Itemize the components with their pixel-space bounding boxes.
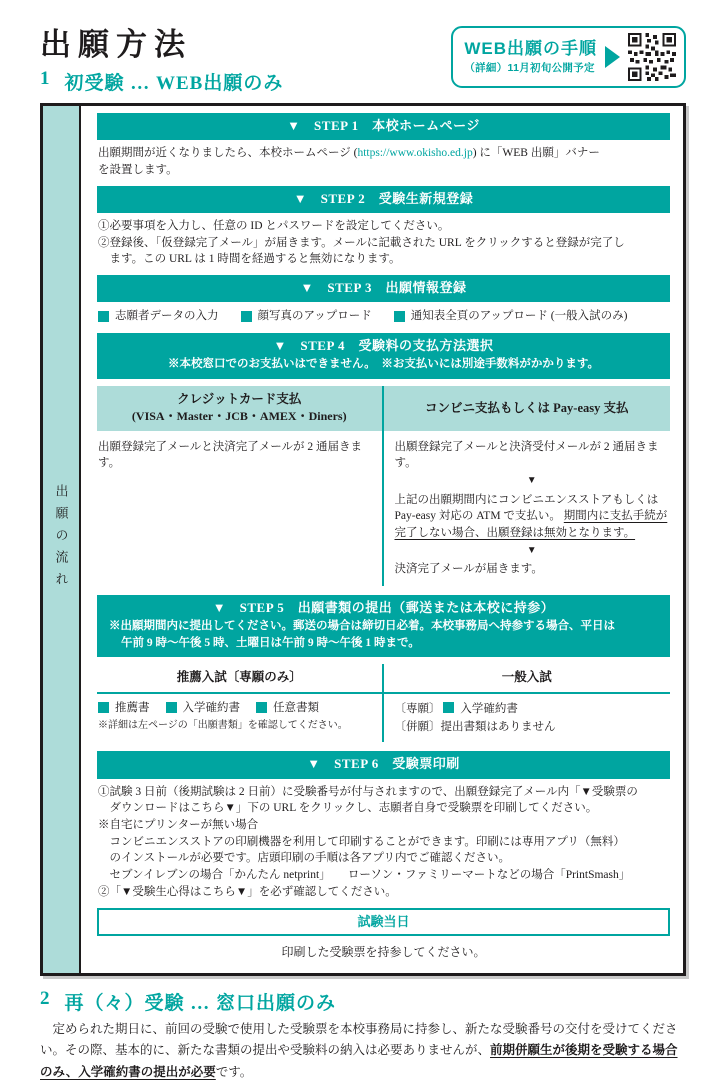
step1-bar	[97, 113, 670, 140]
section1-number: 1	[40, 68, 51, 90]
payment-method-table	[97, 386, 670, 586]
step2-body	[98, 218, 669, 268]
sengan-item-label: 入学確約書	[460, 702, 518, 715]
test-day-box: 試験当日	[97, 908, 670, 936]
qr-code-icon	[628, 33, 676, 81]
step3-item-label: 志願者データの入力	[115, 310, 219, 323]
test-day-note: 印刷した受験票を持参してください。	[281, 945, 486, 960]
bullet-square-icon	[166, 702, 177, 713]
section2-title: 再（々）受験 … 窓口出願のみ	[64, 992, 337, 1014]
credit-card-body-cell: 出願登録完了メールと決済完了メールが 2 通届きます。	[97, 431, 384, 586]
convenience-step1-text: 出願登録完了メールと決済受付メールが 2 通届きます。	[394, 440, 659, 470]
step2-line: ②登録後、「仮登録完了メール」が届きます。メールに記載された URL をクリックすると登録が完了し	[98, 236, 625, 249]
documents-detail-note: ※詳細は左ページの「出願書類」を確認してください。	[98, 720, 348, 732]
step1-text-post: ) に「WEB 出願」バナー	[472, 147, 600, 160]
general-body-cell	[384, 694, 671, 743]
credit-card-header-cell	[97, 386, 384, 431]
school-homepage-link[interactable]: https://www.okisho.ed.jp	[357, 147, 473, 160]
step6-body	[98, 784, 669, 901]
doc-item-label: 任意書類	[273, 701, 319, 714]
bullet-square-icon	[98, 311, 109, 322]
convenience-step2-text: 上記の出願期間内にコンビニエンスストアもしくは Pay-easy 対応の ATM で支払い。	[394, 493, 659, 523]
step2-bar	[97, 186, 670, 213]
flow-side-label: 出願の流れ	[53, 484, 69, 595]
convenience-body-cell	[384, 431, 671, 586]
step6-line: ②「▼受験生心得はこちら▼」を必ず確認してください。	[98, 885, 397, 898]
payment-table-header	[97, 386, 670, 431]
doc-item-label: 推薦書	[115, 701, 150, 714]
heigan-line: 〔併願〕提出書類はありません	[394, 720, 556, 733]
general-header-cell: 一般入試	[501, 670, 552, 685]
step1-body	[98, 145, 669, 178]
step3-bar-title: ▼ STEP 3 出願情報登録	[300, 280, 467, 296]
step3-items	[98, 308, 669, 325]
section2-paragraph	[40, 1019, 686, 1084]
bullet-square-icon	[394, 311, 405, 322]
section2-number: 2	[40, 987, 51, 1009]
bullet-square-icon	[241, 311, 252, 322]
page-title: 出願方法	[40, 27, 192, 62]
flow-content	[81, 106, 683, 973]
step1-text-pre: 出願期間が近くなりましたら、本校ホームページ (	[98, 147, 358, 160]
step6-line: セブンイレブンの場合「かんたん netprint」 ローソン・ファミリーマートなどの場合「PrintSmash」	[98, 869, 631, 882]
sengan-label: 〔専願〕	[394, 702, 441, 715]
application-flow-box	[40, 103, 686, 976]
section2-text-post: です。	[215, 1065, 253, 1080]
recommendation-body-cell	[97, 694, 384, 743]
badge-title: WEB出願の手順	[464, 39, 597, 59]
documents-table-body	[97, 694, 670, 743]
step5-bar-note-line2: 午前 9 時～午後 5 時、土曜日は午前 9 時～午後 1 時まで。	[121, 637, 420, 650]
step1-text-line2: を設置します。	[98, 164, 178, 177]
bullet-square-icon	[98, 702, 109, 713]
credit-card-header-line1: クレジットカード支払	[177, 392, 302, 407]
section2-text-pre: 定められた期日に、前回の受験で使用した受験票を本校事務局に持参し、新たな受験番号の交付を受けてください。その際、基本的に、新たな書類の提出や受験料の納入は必要ありませんが、	[40, 1021, 678, 1058]
section1-heading	[40, 68, 283, 95]
badge-subtitle: （詳細）11月初旬公開予定	[464, 61, 595, 74]
section2	[40, 988, 686, 1084]
convenience-step3-text: 決済完了メールが届きます。	[394, 563, 543, 576]
step2-bar-title: ▼ STEP 2 受験生新規登録	[293, 190, 474, 206]
step4-bar-note: ※本校窓口でのお支払いはできません。 ※お支払いには別途手数料がかかります。	[167, 358, 599, 370]
page-header	[40, 24, 686, 95]
section1-title: 初受験 … WEB出願のみ	[64, 73, 284, 95]
payment-table-body	[97, 431, 670, 586]
documents-table-header	[97, 664, 670, 693]
section2-text-emphasis: 前期併願生が後期を受験する場合のみ、入学確約書の提出が必要	[40, 1043, 678, 1080]
convenience-header-cell: コンビニ支払もしくは Pay-easy 支払	[425, 400, 629, 415]
down-arrow-icon: ▼	[526, 544, 537, 556]
step3-item-label: 通知表全頁のアップロード (一般入試のみ)	[410, 310, 628, 323]
flow-side-strip	[43, 106, 81, 973]
step2-line: ①必要事項を入力し、任意の ID とパスワードを設定してください。	[98, 220, 450, 233]
step1-bar-title: ▼ STEP 1 本校ホームページ	[287, 118, 480, 134]
step6-line: ダウンロードはこちら▼」下の URL をクリックし、志願者自身で受験票を印刷してください。	[98, 802, 598, 815]
recommendation-header-cell: 推薦入試〔専願のみ〕	[97, 664, 384, 691]
step6-line: コンビニエンスストアの印刷機器を利用して印刷することができます。印刷には専用アプリ（無料）	[98, 835, 625, 848]
step4-bar-title: ▼ STEP 4 受験料の支払方法選択	[273, 338, 494, 354]
step3-bar	[97, 275, 670, 302]
documents-table	[97, 664, 670, 742]
step4-bar	[97, 333, 670, 379]
step6-bar	[97, 751, 670, 778]
down-arrow-icon: ▼	[526, 475, 537, 487]
step2-line: ます。この URL は 1 時間を経過すると無効になります。	[98, 253, 401, 266]
doc-item-label: 入学確約書	[182, 701, 240, 714]
step5-bar-note-line1: ※出願期間内に提出してください。郵送の場合は締切日必着。本校事務局へ持参する場合、平日は	[109, 619, 615, 632]
step6-bar-title: ▼ STEP 6 受験票印刷	[307, 756, 460, 772]
section2-heading	[40, 988, 686, 1015]
step6-line: ①試験 3 日前（後期試験は 2 日前）に受験番号が付与されますので、出願登録完了メール内「▼受験票の	[98, 785, 638, 798]
step5-bar-title: ▼ STEP 5 出願書類の提出（郵送または本校に持参）	[212, 599, 555, 615]
credit-card-header-line2: (VISA・Master・JCB・AMEX・Diners)	[131, 409, 347, 424]
convenience-step2-warning: 期間内に支払手続が完了しない場合、出願登録は無効となります。	[394, 510, 668, 539]
step5-bar	[97, 595, 670, 658]
step3-item-label: 顔写真のアップロード	[257, 310, 372, 323]
bullet-square-icon	[443, 702, 454, 713]
step6-line: ※自宅にプリンターが無い場合	[98, 819, 259, 831]
step6-line: のインストールが必要です。店頭印刷の手順は各アプリ内でご確認ください。	[98, 852, 511, 865]
bullet-square-icon	[256, 702, 267, 713]
right-arrow-icon	[605, 46, 620, 68]
web-guide-badge	[451, 26, 686, 88]
